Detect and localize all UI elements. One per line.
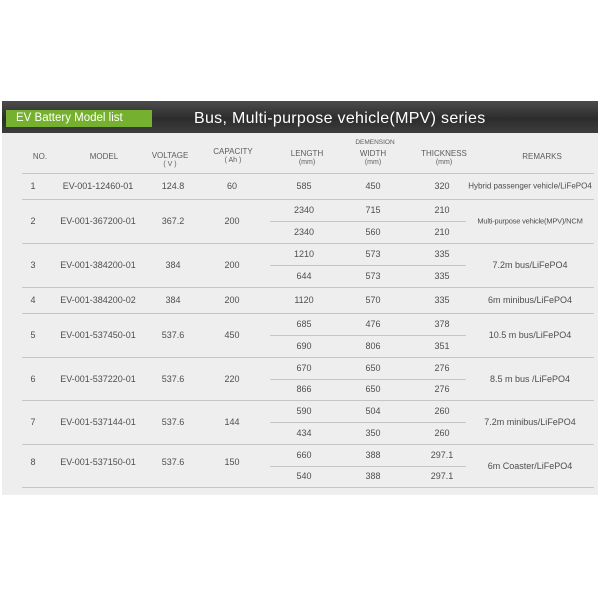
- cell-length: 540: [296, 471, 312, 482]
- cell-length: 644: [296, 271, 312, 281]
- cell-capacity: 144: [224, 417, 240, 427]
- cell-length: 590: [296, 406, 312, 416]
- cell-length: 1120: [294, 295, 314, 305]
- cell-width: 650: [365, 384, 381, 395]
- cell-width: 560: [365, 227, 381, 237]
- cell-remarks: Multi-purpose vehicle(MPV)/NCM: [477, 216, 583, 226]
- header-thickness-label: THICKNESS: [421, 149, 467, 158]
- cell-model: EV-001-537220-01: [60, 373, 136, 384]
- row-divider: [22, 400, 594, 401]
- cell-thickness: 297.1: [430, 449, 454, 460]
- row-divider: [22, 357, 594, 358]
- sub-row-divider: [270, 422, 466, 423]
- cell-thickness: 297.1: [430, 471, 454, 482]
- cell-length: 434: [296, 428, 312, 438]
- cell-model: EV-001-537150-01: [60, 456, 136, 467]
- cell-voltage: 384: [165, 295, 181, 305]
- header-voltage: [147, 151, 193, 169]
- header-capacity-label: CAPACITY: [213, 147, 253, 156]
- cell-remarks: 7.2m minibus/LiFePO4: [484, 417, 576, 427]
- cell-voltage: 537.6: [161, 330, 185, 340]
- cell-thickness: 276: [434, 384, 450, 395]
- cell-width: 476: [365, 319, 381, 329]
- cell-thickness: 335: [434, 295, 450, 305]
- header-capacity: [210, 147, 256, 165]
- cell-voltage: 124.8: [161, 181, 185, 191]
- cell-thickness: 260: [434, 406, 450, 416]
- cell-thickness: 210: [434, 205, 450, 215]
- cell-width: 388: [365, 449, 381, 460]
- cell-remarks: 7.2m bus/LiFePO4: [492, 260, 568, 270]
- cell-thickness: 320: [434, 181, 450, 191]
- cell-thickness: 260: [434, 428, 450, 438]
- cell-no: 5: [30, 330, 36, 340]
- cell-voltage: 537.6: [161, 417, 185, 427]
- cell-length: 670: [296, 362, 312, 373]
- cell-thickness: 351: [434, 341, 450, 351]
- cell-width: 715: [365, 205, 381, 215]
- header-voltage-unit: ( V ): [163, 161, 177, 168]
- cell-voltage: 537.6: [161, 456, 185, 467]
- model-list-tag: EV Battery Model list: [6, 110, 152, 127]
- cell-model: EV-001-12460-01: [62, 181, 134, 191]
- cell-remarks: 8.5 m bus /LiFePO4: [489, 373, 571, 384]
- cell-no: 7: [30, 417, 36, 427]
- cell-remarks: Hybrid passenger vehicle/LiFePO4: [468, 181, 592, 191]
- cell-capacity: 200: [224, 295, 240, 305]
- cell-no: 6: [30, 373, 36, 384]
- row-divider: [22, 287, 594, 288]
- header-no: NO.: [32, 152, 48, 161]
- header-length: [283, 149, 331, 167]
- cell-thickness: 210: [434, 227, 450, 237]
- cell-thickness: 276: [434, 362, 450, 373]
- header-model: MODEL: [89, 152, 119, 161]
- cell-length: 685: [296, 319, 312, 329]
- cell-length: 866: [296, 384, 312, 395]
- sub-row-divider: [270, 265, 466, 266]
- cell-capacity: 200: [224, 216, 240, 226]
- sub-row-divider: [270, 379, 466, 380]
- cell-voltage: 367.2: [161, 216, 185, 226]
- cell-no: 4: [30, 295, 36, 305]
- cell-width: 388: [365, 471, 381, 482]
- cell-no: 2: [30, 216, 36, 226]
- cell-length: 690: [296, 341, 312, 351]
- cell-capacity: 200: [224, 260, 240, 270]
- header-remarks: REMARKS: [522, 152, 562, 161]
- cell-length: 2340: [293, 205, 315, 215]
- header-width: [349, 149, 397, 167]
- cell-model: EV-001-367200-01: [60, 216, 136, 226]
- cell-length: 1210: [293, 249, 315, 259]
- cell-length: 585: [296, 181, 312, 191]
- cell-voltage: 384: [165, 260, 181, 270]
- header-width-label: WIDTH: [359, 149, 387, 158]
- sub-row-divider: [270, 335, 466, 336]
- row-divider: [22, 243, 594, 244]
- sub-row-divider: [270, 221, 466, 222]
- cell-thickness: 378: [434, 319, 450, 329]
- row-divider: [22, 444, 594, 445]
- cell-width: 650: [365, 362, 381, 373]
- cell-no: 8: [30, 456, 36, 467]
- cell-capacity: 150: [224, 456, 240, 467]
- cell-model: EV-001-384200-01: [60, 260, 136, 270]
- row-divider: [22, 487, 594, 488]
- row-divider: [22, 313, 594, 314]
- cell-thickness: 335: [434, 271, 450, 281]
- cell-model: EV-001-537450-01: [60, 330, 136, 340]
- cell-no: 1: [30, 181, 36, 191]
- cell-model: EV-001-537144-01: [60, 417, 136, 427]
- cell-width: 573: [365, 271, 381, 281]
- cell-remarks: 6m minibus/LiFePO4: [487, 295, 573, 305]
- cell-width: 573: [365, 249, 381, 259]
- cell-width: 504: [365, 406, 381, 416]
- sub-row-divider: [270, 466, 466, 467]
- cell-capacity: 220: [224, 373, 240, 384]
- header-banner: [2, 101, 598, 133]
- cell-model: EV-001-384200-02: [60, 295, 136, 305]
- cell-width: 350: [365, 428, 381, 438]
- header-width-unit: (mm): [364, 159, 382, 166]
- cell-voltage: 537.6: [161, 373, 185, 384]
- series-title: Bus, Multi-purpose vehicle(MPV) series: [194, 110, 486, 127]
- header-thickness: [416, 149, 472, 167]
- header-voltage-label: VOLTAGE: [151, 151, 189, 160]
- header-dimension: DEMENSION: [355, 139, 395, 146]
- cell-remarks: 6m Coaster/LiFePO4: [487, 460, 573, 471]
- cell-no: 3: [30, 260, 36, 270]
- cell-length: 2340: [293, 227, 315, 237]
- row-divider: [22, 173, 594, 174]
- header-length-unit: (mm): [298, 159, 316, 166]
- cell-remarks: 10.5 m bus/LiFePO4: [488, 330, 572, 340]
- cell-length: 660: [296, 449, 312, 460]
- cell-width: 806: [365, 341, 381, 351]
- header-capacity-unit: ( Ah ): [224, 157, 242, 164]
- battery-model-table: [2, 101, 598, 495]
- cell-width: 450: [365, 181, 381, 191]
- header-length-label: LENGTH: [290, 149, 324, 158]
- cell-capacity: 450: [224, 330, 240, 340]
- row-divider: [22, 199, 594, 200]
- cell-capacity: 60: [226, 181, 237, 191]
- header-thickness-unit: (mm): [435, 159, 453, 166]
- cell-width: 570: [365, 295, 381, 305]
- cell-thickness: 335: [434, 249, 450, 259]
